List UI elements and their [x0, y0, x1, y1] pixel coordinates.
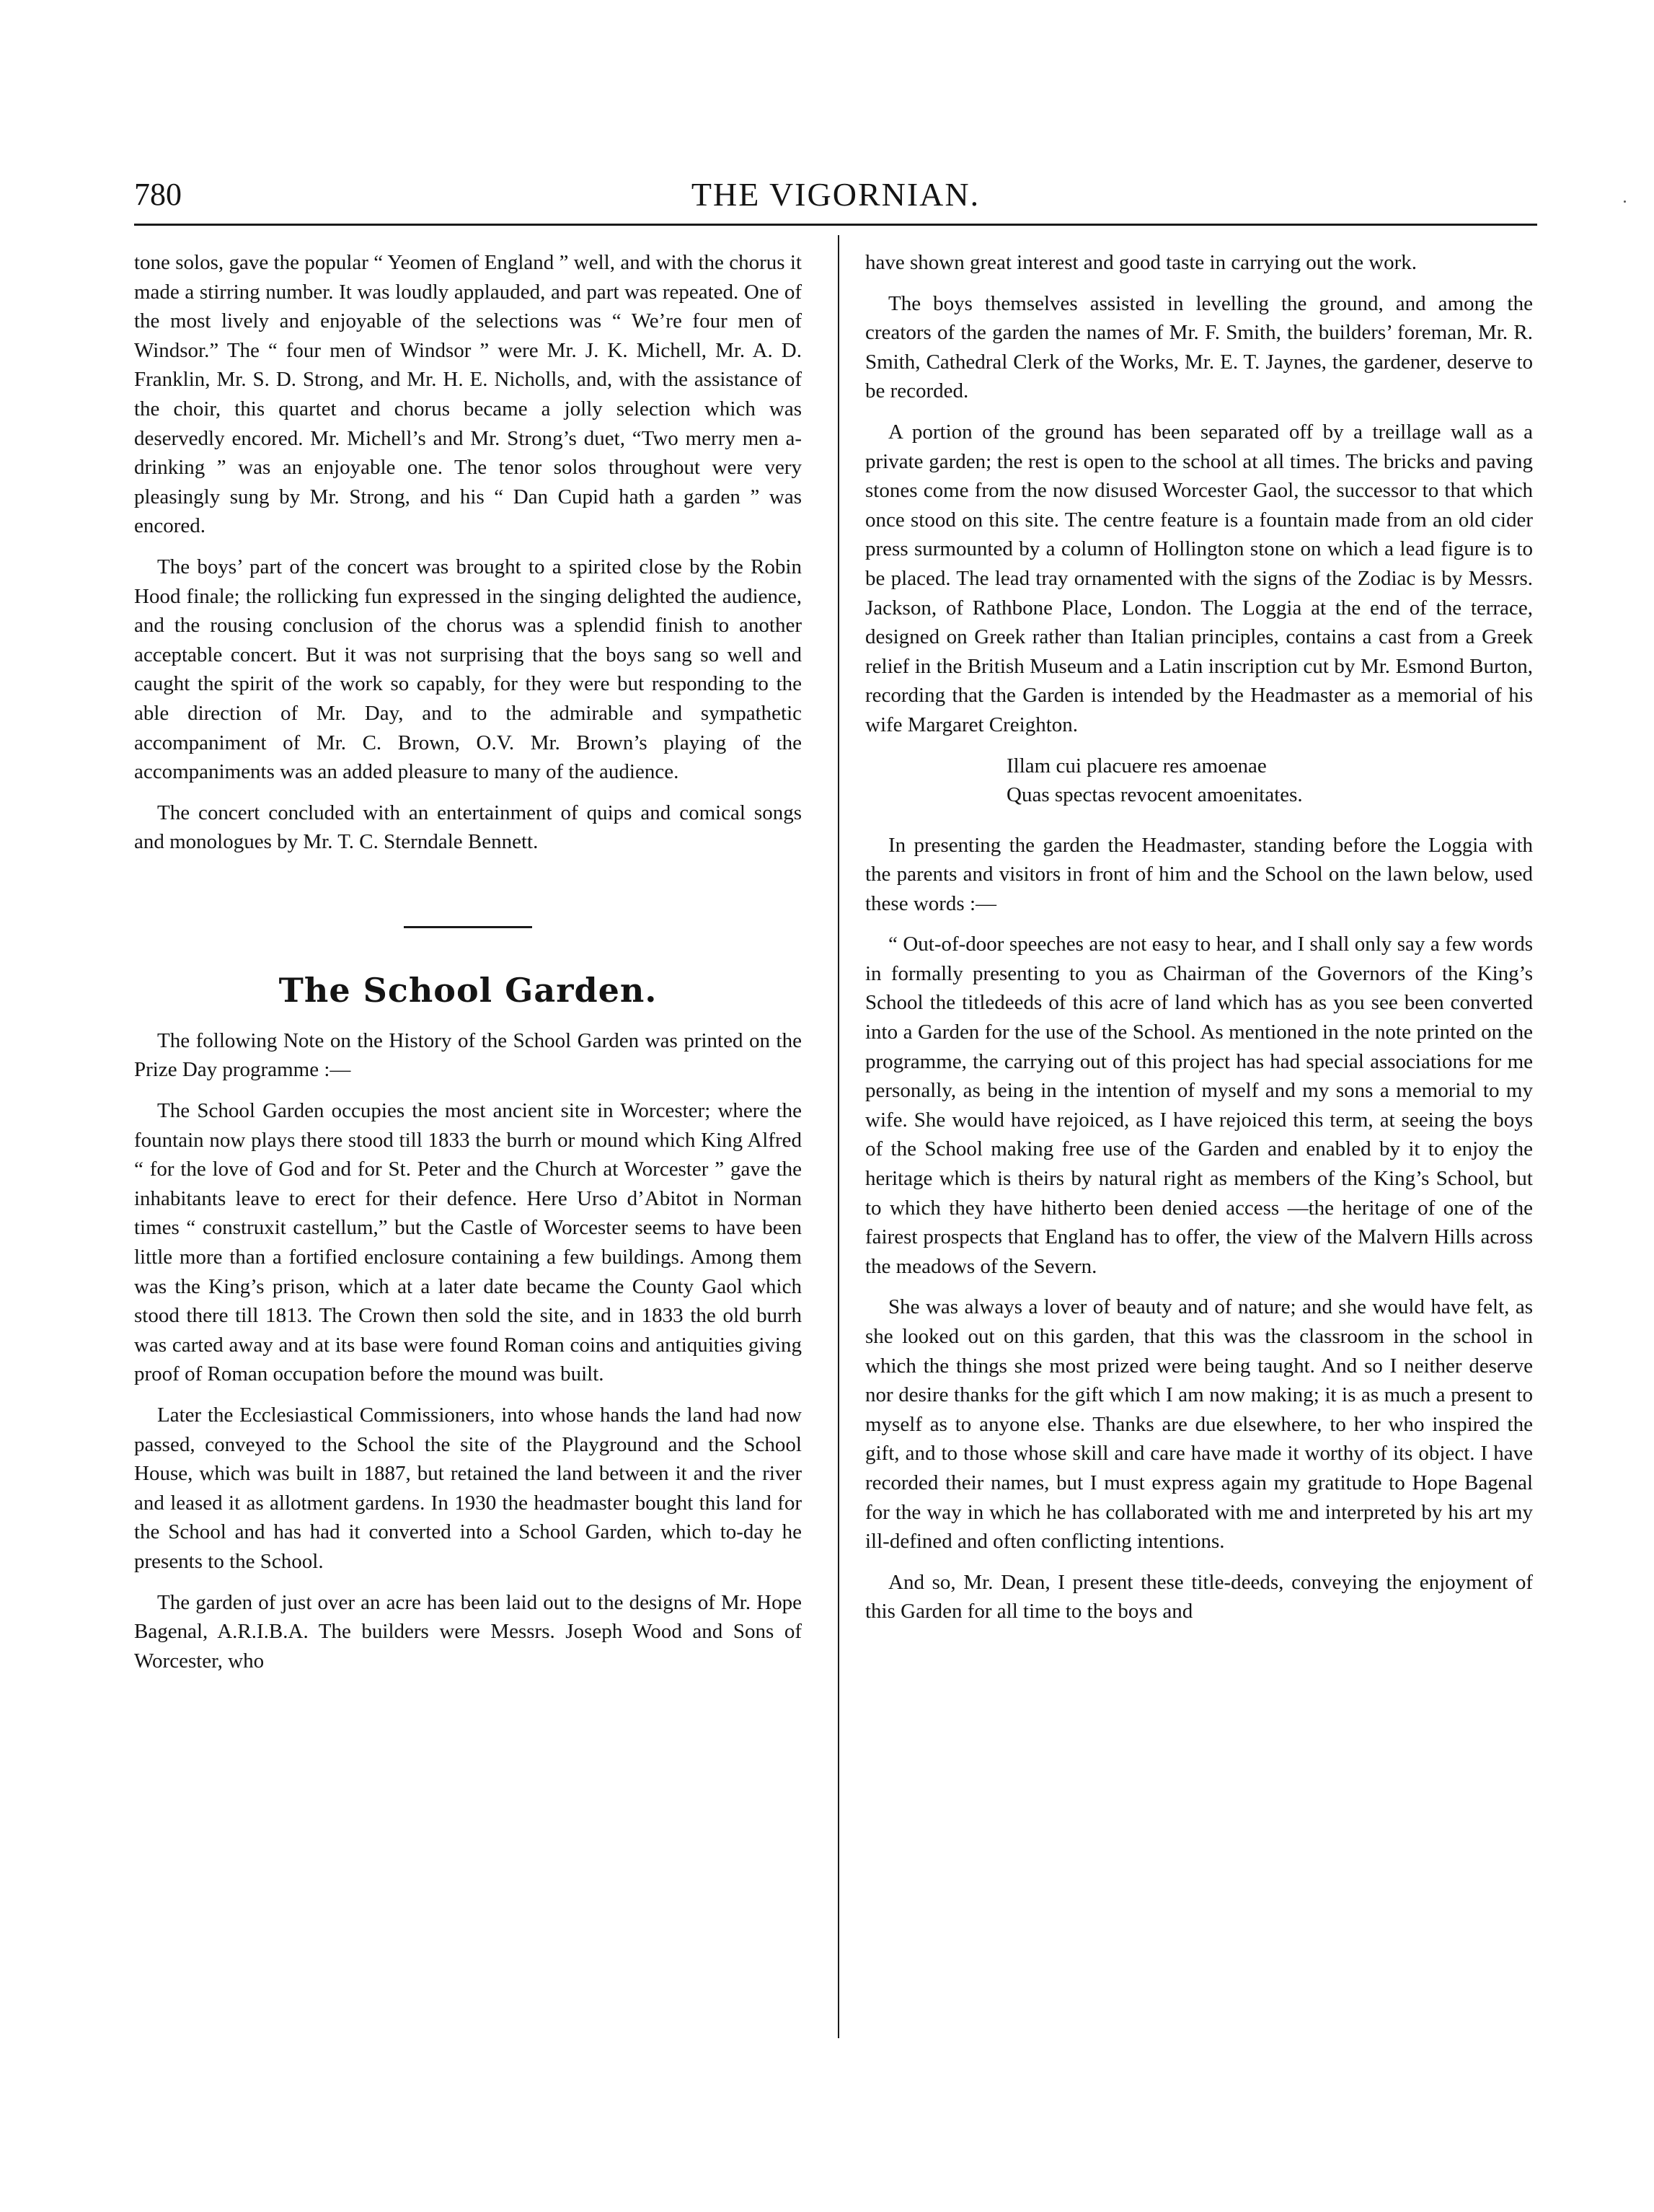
- commissioners-paragraph: Later the Ecclesiastical Commissioners, into whose hands the land had now passed, conveyed to the School the site of the Playground and the School House, which was built in 1887, but retained the land between it and the river and leased it as allotment gardens. In 1930 the headmaster bought this land for the School and has had it converted into a School Garden, which to-day he presents to the School.: [134, 1404, 802, 1573]
- headmaster-speech-3: And so, Mr. Dean, I present these title-deeds, conveying the enjoyment of this Garden for all time to the boys and: [865, 1570, 1533, 1623]
- running-title: THE VIGORNIAN.: [691, 176, 981, 213]
- page-number: 780: [134, 177, 182, 212]
- column-divider: [838, 235, 839, 2038]
- concert-paragraph-1: tone solos, gave the popular “ Yeomen of England ” well, and with the chorus it made a stirring number. It was loudly applauded, and part was repeated. One of the most lively and enjoyable of the selections was “ We’re four men of Windsor.” The “ four men of Windsor ” were Mr. J. K. Michell, Mr. A. D. Franklin, Mr. S. D. Strong, and Mr. H. E. Nicholls, and, with the assistance of the choir, this quartet and chorus became a jolly selection which was deservedly encored. Mr. Michell’s and Mr. Strong’s duet, “Two merry men a-drinking ” was an enjoyable one. The tenor solos throughout were very pleasingly sung by Mr. Strong, and his “ Dan Cupid hath a garden ” was encored.: [134, 251, 802, 538]
- garden-description-paragraph: A portion of the ground has been separated off by a treillage wall as a private garden; the rest is open to the school at all times. The bricks and paving stones come from the now disused Worcester Gaol, the successor to that which once stood on this site. The centre feature is a fountain made from an old cider press surmounted by a column of Hollington stone on which a lead figure is to be placed. The lead tray ornamented with the signs of the Zodiac is by Messrs. Jackson, of Rathbone Place, London. The Loggia at the end of the terrace, designed on Greek rather than Italian principles, contains a cast from a Greek relief in the British Museum and a Latin inscription cut by Mr. Esmond Burton, recording that the Garden is intended by the Headmaster as a memorial of his wife Margaret Creighton.: [865, 420, 1533, 736]
- concert-paragraph-3: The concert concluded with an entertainment of quips and comical songs and monologues by Mr. T. C. Sterndale Bennett.: [134, 801, 802, 854]
- headmaster-speech-1: “ Out-of-door speeches are not easy to hear, and I shall only say a few words in formally presenting to you as Chairman of the Governors of the King’s School the titledeeds of this acre of land which has as you see been converted into a Garden for the use of the School. As mentioned in the note printed on the programme, the carrying out of this project has had special associations for me personally, as being in the intention of myself and my sons a memorial to my wife. She would have rejoiced, as I have rejoiced this term, at seeing the boys of the School making free use of the Garden and enabled by it to enjoy the heritage which is theirs by natural right as members of the King’s School, but to which they have hitherto been denied access —the heritage of one of the fairest prospects that England has to offer, the view of the Malvern Hills across the meadows of the Severn.: [865, 933, 1533, 1278]
- work-continuation: have shown great interest and good taste in carrying out the work.: [865, 251, 1418, 274]
- header-rule: [134, 224, 1537, 226]
- left-column: [134, 248, 802, 1687]
- latin-inscription: [1007, 752, 1533, 809]
- designs-paragraph: The garden of just over an acre has been laid out to the designs of Mr. Hope Bagenal, A.R.I.B.A. The builders were Messrs. Joseph Wood and Sons of Worcester, who: [134, 1590, 802, 1673]
- page-header: [134, 170, 1537, 219]
- garden-note-intro: The following Note on the History of the School Garden was printed on the Prize Day programme :—: [134, 1028, 802, 1082]
- edge-speck: [1624, 201, 1626, 203]
- section-title: The School Garden.: [278, 970, 658, 1010]
- concert-paragraph-2: The boys’ part of the concert was brought to a spirited close by the Robin Hood finale; the rollicking fun expressed in the singing delighted the audience, and the rousing conclusion of the chorus was a splendid finish to another acceptable concert. But it was not surprising that the boys sang so well and caught the spirit of the work so capably, for they were but responding to the able direction of Mr. Day, and to the admirable and sympathetic accompaniment of Mr. C. Brown, O.V. Mr. Brown’s playing of the accompaniments was an added pleasure to many of the audience.: [134, 555, 802, 784]
- garden-history-paragraph: The School Garden occupies the most ancient site in Worcester; where the fountain now plays there stood till 1833 the burrh or mound which King Alfred “ for the love of God and for St. Peter and the Church at Worcester ” gave the inhabitants leave to erect for their defence. Here Urso d’Abitot in Norman times “ construxit castellum,” but the Castle of Worcester seems to have been little more than a fortified enclosure containing a few buildings. Among them was the King’s prison, which at a later date became the County Gaol which stood there till 1813. The Crown then sold the site, and in 1833 the old burrh was carted away and at its base were found Roman coins and antiquities giving proof of Roman occupation before the mound was built.: [134, 1099, 802, 1386]
- creators-paragraph: The boys themselves assisted in levelling the ground, and among the creators of the garden the names of Mr. F. Smith, the builders’ foreman, Mr. R. Smith, Cathedral Clerk of the Works, Mr. E. T. Jaynes, the gardener, deserve to be recorded.: [865, 291, 1533, 403]
- right-column: [865, 248, 1533, 1638]
- presentation-intro: In presenting the garden the Headmaster, standing before the Loggia with the parents and visitors in front of him and the School on the lawn below, used these words :—: [865, 833, 1533, 915]
- headmaster-speech-2: She was always a lover of beauty and of nature; and she would have felt, as she looked out on this garden, that this was the classroom in the school in which the things she most prized were being taught. And so I neither deserve nor desire thanks for the gift which I am now making; it is as much a present to myself as to anyone else. Thanks are due elsewhere, to her who inspired the gift, and to those whose skill and care have made it worthy of its object. I have recorded their names, but I must express again my gratitude to Hope Bagenal for the way in which he has collaborated with me and interpreted by his art my ill-defined and often conflicting intentions.: [865, 1295, 1533, 1554]
- section-divider: [404, 926, 532, 928]
- latin-verse-line: Quas spectas revocent amoenitates.: [1007, 783, 1303, 806]
- latin-verse-line: Illam cui placuere res amoenae: [1007, 754, 1267, 777]
